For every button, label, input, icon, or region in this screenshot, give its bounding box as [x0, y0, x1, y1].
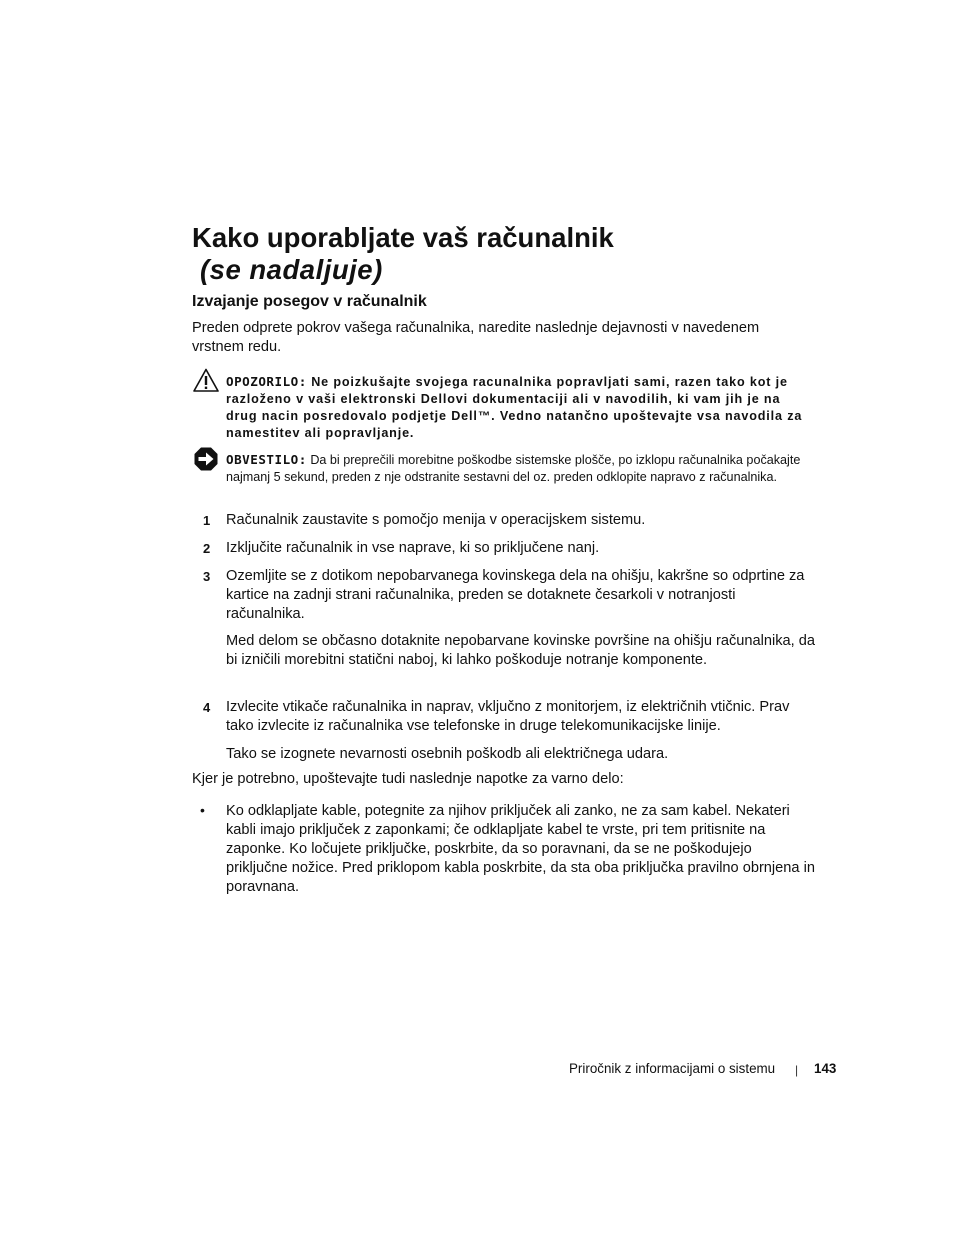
- bullet-text: Ko odklapljate kable, potegnite za njihov priključek ali zanko, ne za sam kabel. Nekateri kabli imajo priključek z zaponkami; če odklapljate kabel te vrste, pri tem pritisnite na zaponke. Ko ločujete priključke, poskrbite, da so poravnani, da se ne poškodujejo priključne nožice. Pred priklopom kabla poskrbite, da sta oba priključka pravilno obrnjena in poravnana.: [226, 803, 815, 895]
- safety-intro: Kjer je potrebno, upoštevajte tudi naslednje napotke za varno delo:: [192, 771, 624, 787]
- step-number: 2: [203, 541, 211, 556]
- footer-title: Priročnik z informacijami o sistemu: [569, 1061, 776, 1076]
- warning-triangle-icon: [193, 368, 219, 392]
- step-text: Ozemljite se z dotikom nepobarvanega kovinskega dela na ohišju, kakršne so odprtine za kartice na zadnji strani računalnika, preden se dotaknete česarkoli v notranjosti računalnika.: [226, 568, 805, 622]
- notice-text: Da bi preprečili morebitne poškodbe sistemske plošče, po izklopu računalnika počakajte najmanj 5 sekund, preden z nje odstranite sestavni del oz. preden odklopite napravo z računalnika.: [226, 453, 801, 484]
- notice-block: [226, 451, 816, 486]
- section-intro: Preden odprete pokrov vašega računalnika, naredite naslednje dejavnosti v navedenem vrstnem redu.: [192, 320, 760, 355]
- step-number: 3: [203, 569, 211, 584]
- page-title: [192, 222, 614, 286]
- page-title-continued: (se nadaljuje): [200, 254, 383, 285]
- step-extra: Tako se izognete nevarnosti osebnih poškodb ali električnega udara.: [226, 746, 669, 762]
- step-number: 1: [203, 513, 211, 528]
- page-title-text: Kako uporabljate vaš računalnik: [192, 222, 614, 253]
- step-text: Izključite računalnik in vse naprave, ki so priključene nanj.: [226, 540, 600, 556]
- warning-text: Ne poizkušajte svojega racunalnika popravljati sami, razen tako kot je razloženo v vaši elektronski Dellovi dokumentaciji ali v navodilih, ki vam jih je na drug nacin posredovalo podjetje Dell™. Vedno natančno upoštevajte vsa navodila za namestitev ali popravljanje.: [226, 375, 803, 440]
- footer-separator: |: [795, 1063, 799, 1077]
- notice-arrow-icon: [194, 447, 218, 471]
- warning-label: OPOZORILO:: [226, 374, 307, 389]
- step-extra: Med delom se občasno dotaknite nepobarvane kovinske površine na ohišju računalnika, da bi izničili morebitni statični naboj, ki lahko poškoduje notranje komponente.: [226, 633, 815, 668]
- bullet-mark: •: [200, 802, 205, 818]
- step-text: Računalnik zaustavite s pomočjo menija v operacijskem sistemu.: [226, 512, 646, 528]
- step-number: 4: [203, 700, 211, 715]
- page-number: 143: [814, 1061, 837, 1076]
- section-title: Izvajanje posegov v računalnik: [192, 293, 427, 310]
- notice-label: OBVESTILO:: [226, 452, 307, 467]
- warning-block: [226, 373, 816, 442]
- step-text: Izvlecite vtikače računalnika in naprav, vključno z monitorjem, iz električnih vtičnic. Prav tako izvlecite iz računalnika vse telefonske in druge telekomunikacijske linije.: [226, 699, 790, 734]
